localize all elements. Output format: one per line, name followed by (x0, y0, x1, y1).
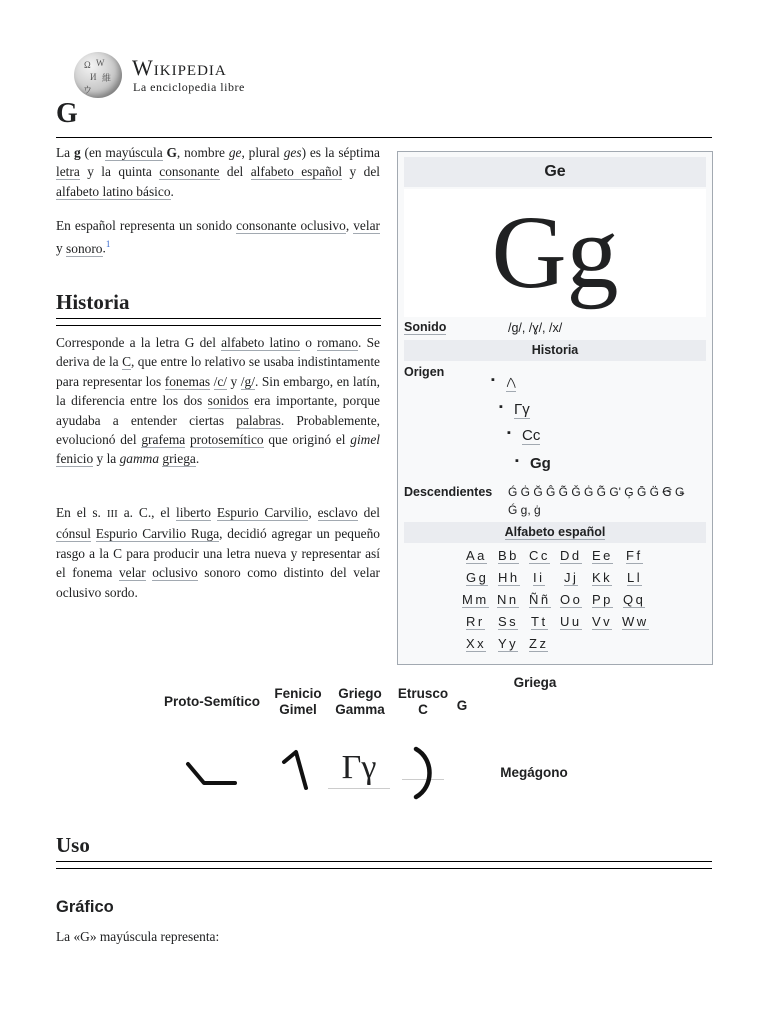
letter-rr[interactable]: Rr (466, 614, 485, 629)
letter-oo[interactable]: Oo (560, 592, 583, 607)
link-espurio-carvilio-ruga[interactable]: Espurio Carvilio Ruga (95, 526, 220, 542)
letter-nn[interactable]: Nn (497, 592, 519, 607)
infobox (397, 151, 713, 665)
subsection-title-grafico: Gráfico (56, 898, 114, 916)
evo-header-etrusco-c: Etrusco C (397, 686, 449, 717)
link-alfabeto-espanol[interactable]: alfabeto español (250, 164, 343, 180)
descendientes-label: Descendientes (404, 485, 493, 499)
letter-ll[interactable]: Ll (627, 570, 643, 585)
descendientes-line-2[interactable]: Ǵ ɡ, ġ (508, 503, 541, 517)
link-sonoro[interactable]: sonoro (66, 240, 103, 256)
letter-qq[interactable]: Qq (623, 592, 646, 607)
historia-header: Historia (404, 340, 706, 361)
letter-xx[interactable]: Xx (466, 636, 487, 651)
letter-cc[interactable]: Cc (529, 548, 550, 563)
letter-bb[interactable]: Bb (498, 548, 519, 563)
link-consonante-oclusivo[interactable]: consonante oclusivo (236, 218, 346, 233)
letter-vv[interactable]: Vv (592, 614, 613, 629)
section-title-historia: Historia (56, 290, 130, 314)
historia-divider-bottom (56, 325, 381, 326)
historia-paragraph-1: Corresponde a la letra G del alfabeto latino o romano. Se deriva de la C, que entre lo relativo se usaba indistintamente para representar los fonemas /c/ y /g/. Sin embargo, en latín, la diferencia entre los dos sonidos era importante, porque ayudaba a entender ciertas palabras. Probablemente, evolucionó del grafema protosemítico que originó el gimel fenicio y la gamma griega. (56, 335, 381, 467)
letter-pp[interactable]: Pp (592, 592, 613, 607)
link-griega[interactable]: griega (162, 451, 196, 467)
sonido-label[interactable]: Sonido (404, 320, 447, 334)
link-fenicio[interactable]: fenicio (56, 451, 94, 467)
link-esclavo[interactable]: esclavo (317, 505, 358, 520)
link-sonidos[interactable]: sonidos (207, 393, 249, 409)
evo-header-griego-gamma: Griego Gamma (335, 686, 385, 717)
evo-header-g: G (456, 698, 468, 713)
link-fonema-c[interactable]: /c/ (213, 373, 228, 389)
link-fonema-g[interactable]: /g/ (240, 373, 255, 389)
uso-divider-top (56, 861, 712, 862)
intro-paragraph-1: La g (en mayúscula G, nombre ge, plural ges) es la séptima letra y la quinta consonante del alfabeto español y del alfabeto latino básico. (56, 145, 381, 199)
wikipedia-globe-logo[interactable]: Ω W И 維 ウ (74, 52, 122, 98)
link-romano[interactable]: romano (317, 335, 359, 350)
link-protosemitico[interactable]: protosemítico (189, 432, 264, 448)
intro-paragraph-2: En español representa un sonido consonante oclusivo, velar y sonoro.$^1$ (56, 218, 380, 256)
evo-header-proto-semitico: Proto-Semítico (163, 694, 260, 709)
evo-header-fenicio-gimel: Fenicio Gimel (274, 686, 322, 717)
evo-header-griega: Griega (513, 675, 557, 690)
link-velar[interactable]: velar (353, 218, 380, 233)
page-title: G (56, 98, 78, 129)
letter-tt[interactable]: Tt (531, 614, 548, 629)
letter-kk[interactable]: Kk (592, 570, 613, 585)
link-mayuscula[interactable]: mayúscula (105, 145, 163, 160)
letter-uu[interactable]: Uu (560, 614, 582, 629)
historia-paragraph-2: En el s. III a. C., el liberto Espurio Carvilio, esclavo del cónsul Espurio Carvilio Ruga, decidió agregar un pequeño rasgo a la C para producir una letra nueva y representar así el fonema velar oclusivo sonoro como distinto del velar oclusivo sordo. (56, 505, 380, 600)
link-fonemas[interactable]: fonemas (164, 373, 211, 389)
link-alfabeto-latino[interactable]: alfabeto latino (221, 335, 300, 350)
letter-ff[interactable]: Ff (626, 548, 643, 563)
greek-gamma-glyph: Γγ (328, 748, 390, 789)
origen-item-g: ▪ Gg (530, 455, 551, 472)
link-palabras[interactable]: palabras (236, 412, 281, 428)
link-oclusivo[interactable]: oclusivo (152, 565, 198, 581)
origen-label: Origen (404, 365, 445, 379)
infobox-letter-image[interactable]: Gg (404, 189, 706, 317)
link-espurio-carvilio[interactable]: Espurio Carvilio (216, 505, 309, 520)
site-wordmark[interactable]: Wikipedia (132, 55, 227, 80)
letter-mm[interactable]: Mm (462, 592, 489, 607)
link-consonante[interactable]: consonante (159, 164, 220, 180)
letter-hh[interactable]: Hh (498, 570, 520, 585)
letter-zz[interactable]: Zz (529, 636, 549, 651)
origen-item-gimel[interactable]: ▪ 𐤂 (506, 374, 516, 391)
proto-semitic-glyph (180, 755, 244, 795)
link-consul[interactable]: cónsul (56, 526, 91, 542)
phoenician-gimel-glyph (278, 748, 314, 796)
alfabeto-espanol-header[interactable]: Alfabeto español (404, 522, 706, 543)
section-title-uso: Uso (56, 833, 90, 857)
historia-divider-top (56, 318, 381, 319)
sonido-value[interactable]: /g/, /ɣ/, /x/ (508, 321, 563, 335)
descendientes-line-1[interactable]: Ǵ Ġ Ğ Ĝ G̃ Ǧ Ġ G̃ G' Ģ Ḡ G̈ Ꞡ Ǥ (508, 485, 685, 499)
letter-ee[interactable]: Ee (592, 548, 613, 563)
origen-item-c[interactable]: ▪ Cc (522, 427, 540, 444)
link-alfabeto-latino-basico[interactable]: alfabeto latino básico (56, 183, 171, 199)
uso-divider-bottom (56, 868, 712, 869)
letter-aa[interactable]: Aa (466, 548, 487, 563)
letter-gg[interactable]: Gg (466, 570, 489, 585)
evo-megagono: Megágono (500, 765, 568, 780)
link-c[interactable]: C (122, 354, 131, 370)
letter-ii[interactable]: Ii (533, 570, 545, 585)
origen-item-gamma[interactable]: ▪ Γγ (514, 401, 530, 418)
title-divider (56, 137, 712, 138)
letter-enye[interactable]: Ññ (529, 592, 551, 607)
site-tagline: La enciclopedia libre (133, 80, 245, 94)
link-grafema[interactable]: grafema (141, 432, 186, 448)
infobox-title: Ge (404, 157, 706, 187)
reference-1[interactable]: 1 (105, 239, 111, 250)
letter-dd[interactable]: Dd (560, 548, 582, 563)
uso-paragraph: La «G» mayúscula representa: (56, 929, 220, 944)
letter-ww[interactable]: Ww (622, 614, 649, 629)
link-letra[interactable]: letra (56, 164, 80, 180)
etruscan-c-glyph (404, 745, 440, 801)
link-velar-2[interactable]: velar (118, 565, 146, 581)
letter-yy[interactable]: Yy (498, 636, 519, 651)
letter-jj[interactable]: Jj (564, 570, 579, 585)
link-liberto[interactable]: liberto (176, 505, 211, 520)
letter-ss[interactable]: Ss (498, 614, 519, 629)
